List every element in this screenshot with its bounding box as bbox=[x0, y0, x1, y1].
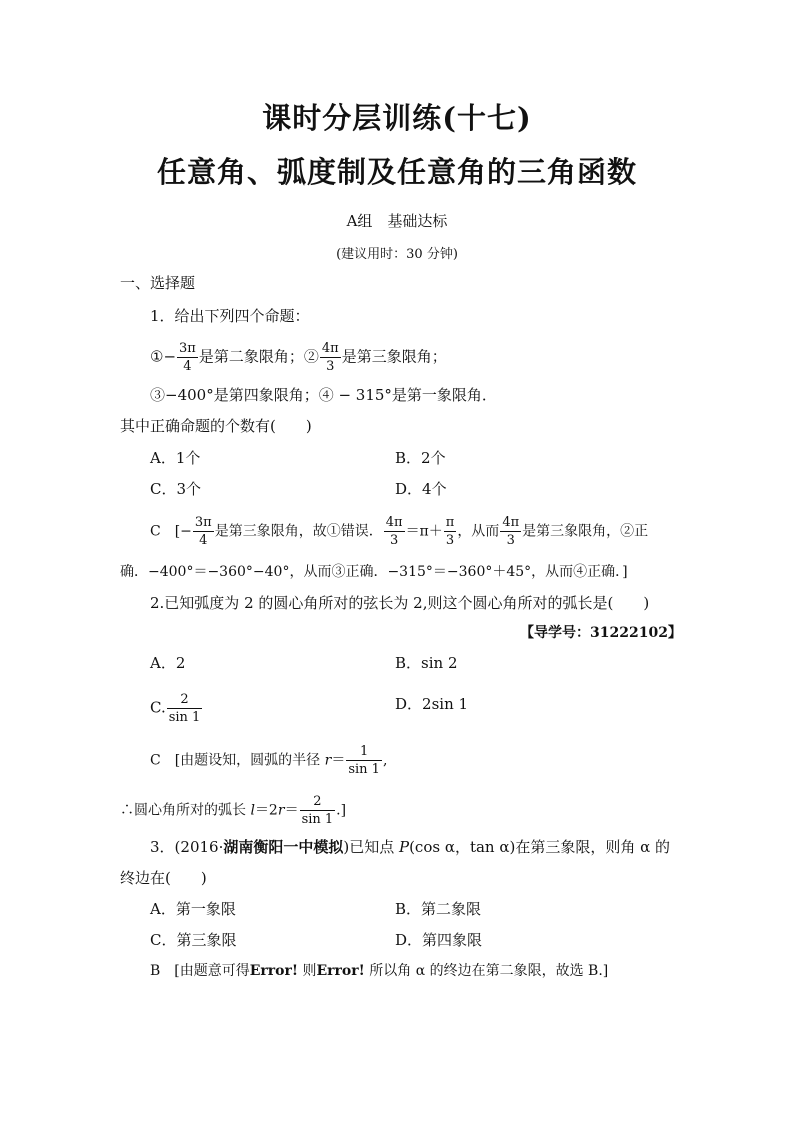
answer-text: C [由题设知，圆弧的半径 bbox=[150, 752, 325, 769]
answer-variable: l bbox=[250, 802, 255, 819]
option-fraction bbox=[167, 693, 203, 724]
answer-variable: r bbox=[324, 752, 332, 769]
denominator: sin 1 bbox=[348, 762, 380, 777]
answer-fraction bbox=[300, 795, 336, 826]
q2-option-a: A．2 bbox=[150, 654, 186, 672]
q1-option-a: A．1个 bbox=[150, 449, 201, 467]
denominator: 3 bbox=[506, 533, 515, 548]
q3-text: 3．(2016· bbox=[150, 838, 224, 856]
q3-point-variable: P bbox=[398, 838, 410, 856]
q3-stem-line1 bbox=[150, 836, 670, 858]
q1-fraction bbox=[320, 342, 341, 373]
denominator: 4 bbox=[199, 533, 208, 548]
q3-option-c: C．第三象限 bbox=[150, 931, 237, 949]
denominator: sin 1 bbox=[301, 812, 334, 827]
answer-text: B [由题意可得 bbox=[150, 963, 250, 979]
q2-answer-line2 bbox=[120, 795, 346, 826]
numerator: 3π bbox=[194, 515, 212, 530]
answer-text: 是第三象限角，故①错误． bbox=[214, 523, 383, 540]
numerator: 4π bbox=[502, 515, 520, 530]
numerator: π bbox=[445, 515, 455, 530]
answer-text: , bbox=[382, 752, 388, 769]
denominator: 3 bbox=[390, 533, 399, 548]
answer-fraction bbox=[500, 516, 521, 547]
suggested-time: (建议用时：30 分钟) bbox=[336, 247, 458, 262]
q3-source: 湖南衡阳一中模拟 bbox=[223, 838, 344, 856]
q1-option-b: B．2个 bbox=[395, 449, 446, 467]
numerator: 4π bbox=[385, 515, 403, 530]
q1-fraction bbox=[177, 342, 198, 373]
q1-stem: 1．给出下列四个命题： bbox=[150, 307, 310, 325]
answer-text: ＝ bbox=[284, 802, 299, 819]
q3-text: )已知点 bbox=[343, 838, 399, 856]
answer-fraction bbox=[346, 745, 382, 776]
q1-text: 是第三象限角； bbox=[341, 347, 447, 366]
page-subtitle: 任意角、弧度制及任意角的三角函数 bbox=[156, 155, 637, 189]
q1-answer-line2: 确．−400°＝−360°−40°，从而③正确．−315°＝−360°＋45°，从而④正确．] bbox=[120, 564, 628, 580]
numerator: 4π bbox=[321, 341, 339, 356]
denominator: 4 bbox=[183, 359, 192, 374]
q2-answer-line1 bbox=[150, 745, 387, 776]
q1-text: 是第二象限角；② bbox=[198, 347, 319, 366]
numerator: 2 bbox=[300, 795, 336, 811]
answer-text: C [− bbox=[150, 523, 192, 540]
q3-answer bbox=[150, 960, 608, 982]
group-label: A组 基础达标 bbox=[346, 212, 448, 230]
q1-option-d: D．4个 bbox=[395, 480, 447, 498]
q2-stem: 2.已知弧度为 2 的圆心角所对的弦长为 2,则这个圆心角所对的弧长是( ) bbox=[150, 594, 650, 612]
answer-fraction bbox=[384, 516, 405, 547]
q1-answer-line1 bbox=[150, 516, 648, 547]
q1-propositions-line1 bbox=[150, 342, 447, 373]
answer-fraction bbox=[193, 516, 214, 547]
q3-option-d: D．第四象限 bbox=[395, 931, 483, 949]
answer-text: 则 bbox=[298, 963, 317, 979]
numerator: 1 bbox=[346, 745, 382, 761]
answer-text: ＝ bbox=[331, 752, 346, 769]
error-marker: Error! bbox=[316, 963, 365, 979]
q1-option-c: C．3个 bbox=[150, 480, 202, 498]
answer-text: ∴圆心角所对的弧长 bbox=[120, 802, 251, 819]
answer-text: 所以角 α 的终边在第二象限，故选 B.] bbox=[364, 963, 609, 979]
answer-text: ＝2 bbox=[254, 802, 278, 819]
numerator: 2 bbox=[167, 693, 203, 709]
answer-variable: r bbox=[277, 802, 285, 819]
q2-option-b: B．sin 2 bbox=[395, 654, 458, 672]
numerator: 3π bbox=[179, 341, 196, 356]
page-title: 课时分层训练(十七) bbox=[262, 101, 532, 135]
q3-stem-line2: 终边在( ) bbox=[120, 869, 207, 887]
denominator: 3 bbox=[326, 359, 335, 374]
denominator: 3 bbox=[445, 533, 455, 548]
q1-text: ①− bbox=[150, 347, 177, 366]
q3-text: (cos α，tan α)在第三象限，则角 α 的 bbox=[409, 838, 671, 856]
q3-option-b: B．第二象限 bbox=[395, 900, 482, 918]
answer-text: .] bbox=[336, 802, 347, 819]
answer-fraction bbox=[444, 516, 457, 547]
section-heading: 一、选择题 bbox=[120, 274, 196, 292]
q2-option-c bbox=[150, 693, 203, 724]
denominator: sin 1 bbox=[168, 710, 201, 725]
answer-text: ，从而 bbox=[457, 523, 500, 540]
q1-question: 其中正确命题的个数有( ) bbox=[120, 417, 312, 435]
answer-text: 是第三象限角，②正 bbox=[522, 523, 649, 540]
error-marker: Error! bbox=[249, 963, 299, 979]
q2-reference-number: 【导学号：31222102】 bbox=[520, 625, 682, 641]
answer-text: ＝π＋ bbox=[405, 523, 443, 540]
option-letter: C. bbox=[150, 698, 166, 717]
q2-option-d: D．2sin 1 bbox=[395, 695, 469, 713]
q1-propositions-line2: ③−400°是第四象限角；④ − 315°是第一象限角． bbox=[150, 386, 497, 404]
q3-option-a: A．第一象限 bbox=[150, 900, 236, 918]
